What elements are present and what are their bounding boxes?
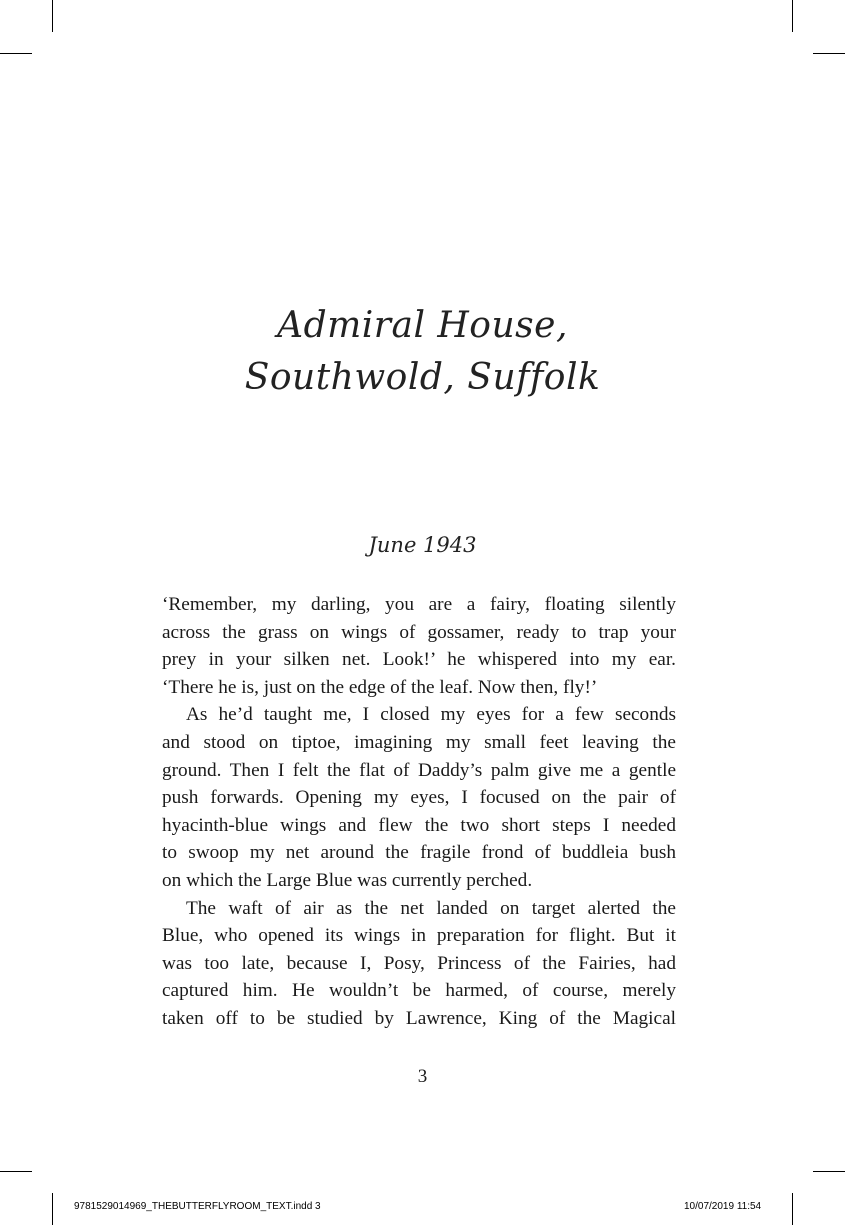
- paragraph: [162, 674, 676, 702]
- crop-mark: [792, 0, 793, 32]
- text-line: ground. Then I felt the flat of Daddy’s palm give me a gentle: [162, 759, 676, 781]
- crop-mark: [813, 53, 845, 54]
- text-line: was too late, because I, Posy, Princess of the Fairies, had: [162, 952, 676, 974]
- heading-line-1: Admiral House,: [277, 305, 568, 346]
- paragraph: [162, 895, 676, 1033]
- text-line: ‘Remember, my darling, you are a fairy, floating silently: [162, 594, 676, 615]
- text-line: captured him. He wouldn’t be harmed, of course, merely: [162, 980, 676, 1002]
- text-line: hyacinth-blue wings and flew the two short steps I needed: [162, 814, 676, 836]
- crop-mark: [0, 1171, 32, 1172]
- text-line: across the grass on wings of gossamer, ready to trap your: [162, 621, 676, 643]
- crop-mark: [52, 0, 53, 32]
- page-number: 3: [417, 1066, 428, 1087]
- paragraph: [162, 701, 676, 867]
- text-line: The waft of air as the net landed on target alerted the: [186, 897, 676, 919]
- crop-mark: [52, 1193, 53, 1225]
- chapter-heading: [0, 300, 845, 404]
- crop-mark: [792, 1193, 793, 1225]
- text-line: taken off to be studied by Lawrence, King of the Magical: [162, 1007, 676, 1029]
- text-line: prey in your silken net. Look!’ he whispered into my ear.: [162, 649, 676, 671]
- chapter-date: June 1943: [368, 533, 477, 557]
- slug-file: 9781529014969_THEBUTTERFLYROOM_TEXT.indd 3: [74, 1201, 321, 1212]
- text-line: on which the Large Blue was currently perched.: [162, 869, 533, 891]
- paragraph: [162, 867, 676, 895]
- slug-datetime: 10/07/2019 11:54: [684, 1201, 762, 1212]
- text-line: push forwards. Opening my eyes, I focused on the pair of: [162, 787, 676, 809]
- crop-mark: [0, 53, 32, 54]
- text-line: and stood on tiptoe, imagining my small feet leaving the: [162, 731, 676, 753]
- heading-line-2: Southwold, Suffolk: [244, 357, 601, 398]
- paragraph: [162, 591, 676, 674]
- text-line: As he’d taught me, I closed my eyes for a few seconds: [186, 704, 676, 726]
- body-text: [162, 591, 676, 1033]
- text-line: to swoop my net around the fragile frond of buddleia bush: [162, 842, 676, 864]
- text-line: Blue, who opened its wings in preparation for flight. But it: [162, 925, 676, 947]
- crop-mark: [813, 1171, 845, 1172]
- text-line: ‘There he is, just on the edge of the leaf. Now then, fly!’: [162, 676, 598, 698]
